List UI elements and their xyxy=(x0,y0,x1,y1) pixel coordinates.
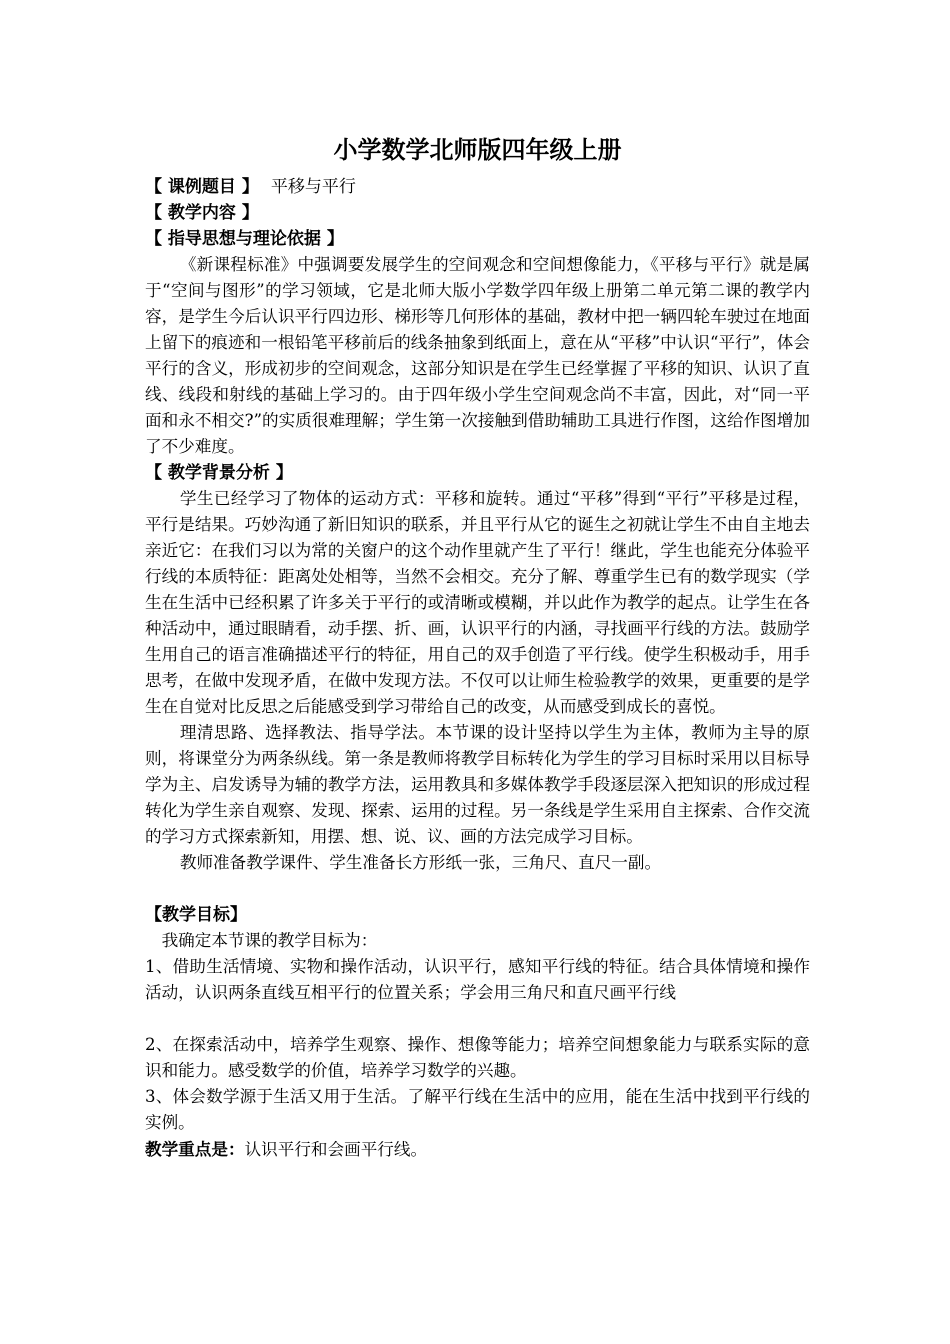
key-point xyxy=(145,1136,810,1163)
spacer xyxy=(145,876,810,902)
topic-label: 【 课例题目 】 xyxy=(145,177,259,197)
key-value: 认识平行和会画平行线。 xyxy=(244,1140,428,1159)
spacer xyxy=(145,1006,810,1032)
background-paragraph-1: 学生已经学习了物体的运动方式：平移和旋转。通过“平移”得到“平行”平移是过程，平行是结果。巧妙沟通了新旧知识的联系，并且平行从它的诞生之初就让学生不由自主地去亲近它：在我们习以为常的关窗户的这个动作里就产生了平行！继此，学生也能充分体验平行线的本质特征：距离处处相等，当然不会相交。充分了解、尊重学生已有的数学现实（学生在生活中已经积累了许多关于平行的或清晰或模糊，并以此作为教学的起点。让学生在各种活动中，通过眼睛看，动手摆、折、画，认识平行的内涵，寻找画平行线的方法。鼓励学生用自己的语言准确描述平行的特征，用自己的双手创造了平行线。使学生积极动手，用手思考，在做中发现矛盾，在做中发现方法。不仅可以让师生检验教学的效果，更重要的是学生在自觉对比反思之后能感受到学习带给自己的改变，从而感受到成长的喜悦。 xyxy=(145,489,810,716)
document-body xyxy=(145,134,810,1163)
goal-item-3: 3、体会数学源于生活又用于生活。了解平行线在生活中的应用，能在生活中找到平行线的实例。 xyxy=(145,1087,810,1132)
goal-item-2: 2、在探索活动中，培养学生观察、操作、想像等能力；培养空间想象能力与联系实际的意识和能力。感受数学的价值，培养学习数学的兴趣。 xyxy=(145,1035,810,1080)
goals-intro: 我确定本节课的教学目标为： xyxy=(161,931,378,950)
key-label: 教学重点是： xyxy=(145,1139,245,1159)
section-goals-heading: 【教学目标】 xyxy=(145,905,247,925)
guide-paragraph: 《新课程标准》中强调要发展学生的空间观念和空间想像能力，《平移与平行》就是属于“空间与图形”的学习领域，它是北师大版小学数学四年级上册第二单元第二课的教学内容，是学生今后认识平行四边形、梯形等几何形体的基础，教材中把一辆四轮车驶过在地面上留下的痕迹和一根铅笔平移前后的线条抽象到纸面上，意在从“平移”中认识“平行”，体会平行的含义，形成初步的空间观念，这部分知识是在学生已经掌握了平移的知识、认识了直线、线段和射线的基础上学习的。由于四年级小学生空间观念尚不丰富，因此，对“同一平面和永不相交?”的实质很难理解；学生第一次接触到借助辅助工具进行作图，这给作图增加了不少难度。 xyxy=(145,255,810,456)
topic-value: 平移与平行 xyxy=(270,177,356,197)
section-topic xyxy=(145,174,810,200)
section-background-heading: 【 教学背景分析 】 xyxy=(145,463,293,483)
background-paragraph-2: 理清思路、选择教法、指导学法。本节课的设计坚持以学生为主体，教师为主导的原则，将课堂分为两条纵线。第一条是教师将教学目标转化为学生的学习目标时采用以目标导学为主、启发诱导为辅的教学方法，运用教具和多媒体教学手段逐层深入把知识的形成过程转化为学生亲自观察、发现、探索、运用的过程。另一条线是学生采用自主探索、合作交流的学习方式探索新知，用摆、想、说、议、画的方法完成学习目标。 xyxy=(145,723,810,846)
section-guide-heading: 【 指导思想与理论依据 】 xyxy=(145,229,344,249)
goal-item-1: 1、借助生活情境、实物和操作活动，认识平行，感知平行线的特征。结合具体情境和操作活动，认识两条直线互相平行的位置关系；学会用三角尺和直尺画平行线 xyxy=(145,957,810,1002)
document-title: 小学数学北师版四年级上册 xyxy=(333,135,622,164)
background-paragraph-3: 教师准备教学课件、学生准备长方形纸一张，三角尺、直尺一副。 xyxy=(179,853,662,872)
section-content-heading: 【 教学内容 】 xyxy=(145,203,259,223)
